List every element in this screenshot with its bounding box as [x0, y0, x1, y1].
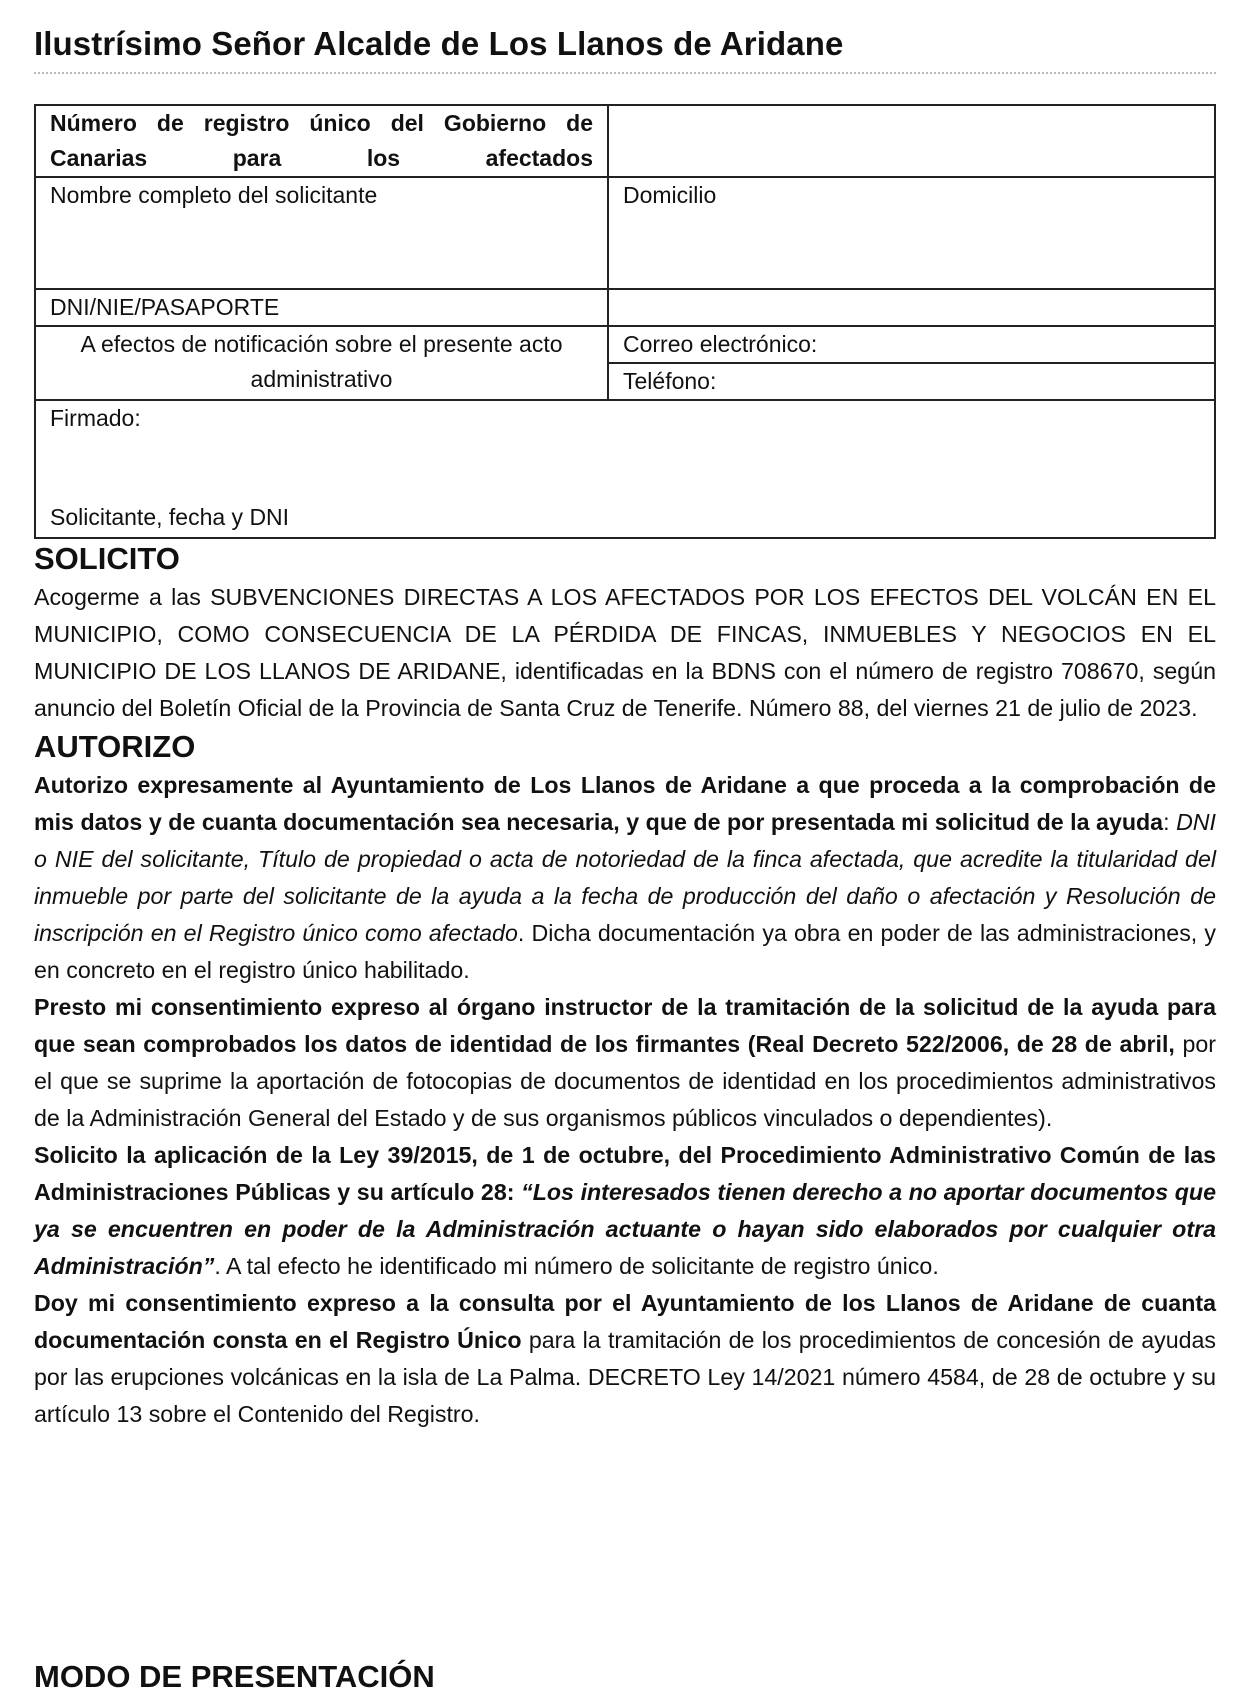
autorizo-paragraph-3 — [34, 1137, 1216, 1285]
autorizo-p1-italic: DNI o NIE del solicitante, Título de propiedad o acta de notoriedad de la finca afectada, que acredite la titularidad del inmueble por parte del solicitante de la ayuda a la fecha de producción del daño o afectación y Resolución de inscripción en el Registro único como afectado — [34, 809, 1216, 946]
dni-value-field[interactable] — [608, 289, 1215, 326]
form-row-firma — [35, 400, 1215, 538]
correo-label: Correo electrónico: — [623, 331, 818, 357]
autorizo-p3-rest: . A tal efecto he identificado mi número de solicitante de registro único. — [214, 1253, 939, 1279]
domicilio-label: Domicilio — [623, 182, 717, 208]
notificacion-label: A efectos de notificación sobre el presente acto administrativo — [35, 326, 608, 400]
autorizo-paragraph-1 — [34, 767, 1216, 989]
autorizo-p2-rest: por el que se suprime la aportación de fotocopias de documentos de identidad en los procedimientos administrativos de la Administración General del Estado y de sus organismos públicos vinculados o dependientes). — [34, 1031, 1216, 1131]
dni-field[interactable] — [35, 289, 608, 326]
nombre-field[interactable] — [35, 177, 608, 289]
autorizo-heading: AUTORIZO — [34, 729, 196, 764]
domicilio-field[interactable] — [608, 177, 1215, 289]
nombre-label: Nombre completo del solicitante — [50, 182, 378, 208]
form-row-dni — [35, 289, 1215, 326]
autorizo-p3-quote: “Los interesados tienen derecho a no aportar documentos que ya se encuentren en poder de la Administración actuante o hayan sido elaborados por cualquier otra Administración” — [34, 1179, 1216, 1279]
solicito-paragraph: Acogerme a las SUBVENCIONES DIRECTAS A LOS AFECTADOS POR LOS EFECTOS DEL VOLCÁN EN EL MUNICIPIO, COMO CONSECUENCIA DE LA PÉRDIDA DE FINCAS, INMUEBLES Y NEGOCIOS EN EL MUNICIPIO DE LOS LLANOS DE ARIDANE, identificadas en la BDNS con el número de registro 708670, según anuncio del Boletín Oficial de la Provincia de Santa Cruz de Tenerife. Número 88, del viernes 21 de julio de 2023. — [34, 584, 1216, 721]
correo-field[interactable] — [608, 326, 1215, 363]
form-row-registro — [35, 105, 1215, 177]
telefono-label: Teléfono: — [623, 368, 717, 394]
autorizo-p1-colon: : — [1163, 809, 1170, 835]
autorizo-p1-rest: . Dicha documentación ya obra en poder de las administraciones, y en concreto en el registro único habilitado. — [34, 920, 1216, 983]
firma-detalle-label: Solicitante, fecha y DNI — [50, 504, 290, 530]
autorizo-p3-bold: Solicito la aplicación de la Ley 39/2015, de 1 de octubre, del Procedimiento Administrativo Común de las Administraciones Públicas y su artículo 28: — [34, 1142, 1216, 1205]
dni-label: DNI/NIE/PASAPORTE — [50, 294, 280, 320]
autorizo-p4-rest: para la tramitación de los procedimientos de concesión de ayudas por las erupciones volcánicas en la isla de La Palma. DECRETO Ley 14/2021 número 4584, de 28 de octubre y su artículo 13 sobre el Contenido del Registro. — [34, 1327, 1216, 1427]
applicant-form-table — [34, 104, 1216, 539]
telefono-field[interactable] — [608, 363, 1215, 400]
form-row-nombre — [35, 177, 1215, 289]
document-page — [34, 22, 1216, 1433]
presentacion-heading-cut: MODO DE PRESENTACIÓN — [34, 1659, 435, 1694]
registro-value-field[interactable] — [608, 105, 1215, 177]
autorizo-paragraph-2 — [34, 989, 1216, 1137]
autorizo-paragraph-4 — [34, 1285, 1216, 1433]
firma-field[interactable] — [35, 400, 1215, 538]
solicito-heading: SOLICITO — [34, 541, 180, 576]
autorizo-p2-bold: Presto mi consentimiento expreso al órgano instructor de la tramitación de la solicitud de la ayuda para que sean comprobados los datos de identidad de los firmantes (Real Decreto 522/2006, de 28 de abril, — [34, 994, 1216, 1057]
autorizo-p4-bold: Doy mi consentimiento expreso a la consulta por el Ayuntamiento de los Llanos de Aridane de cuanta documentación consta en el Registro Único — [34, 1290, 1216, 1353]
autorizo-p1-bold: Autorizo expresamente al Ayuntamiento de Los Llanos de Aridane a que proceda a la comprobación de mis datos y de cuanta documentación sea necesaria, y que de por presentada mi solicitud de la ayuda — [34, 772, 1216, 835]
firmado-label: Firmado: — [50, 405, 141, 431]
page-title: Ilustrísimo Señor Alcalde de Los Llanos de Aridane — [34, 22, 1216, 74]
form-row-notificacion-correo — [35, 326, 1215, 363]
registro-label: Número de registro único del Gobierno de Canarias para los afectados — [35, 105, 608, 177]
